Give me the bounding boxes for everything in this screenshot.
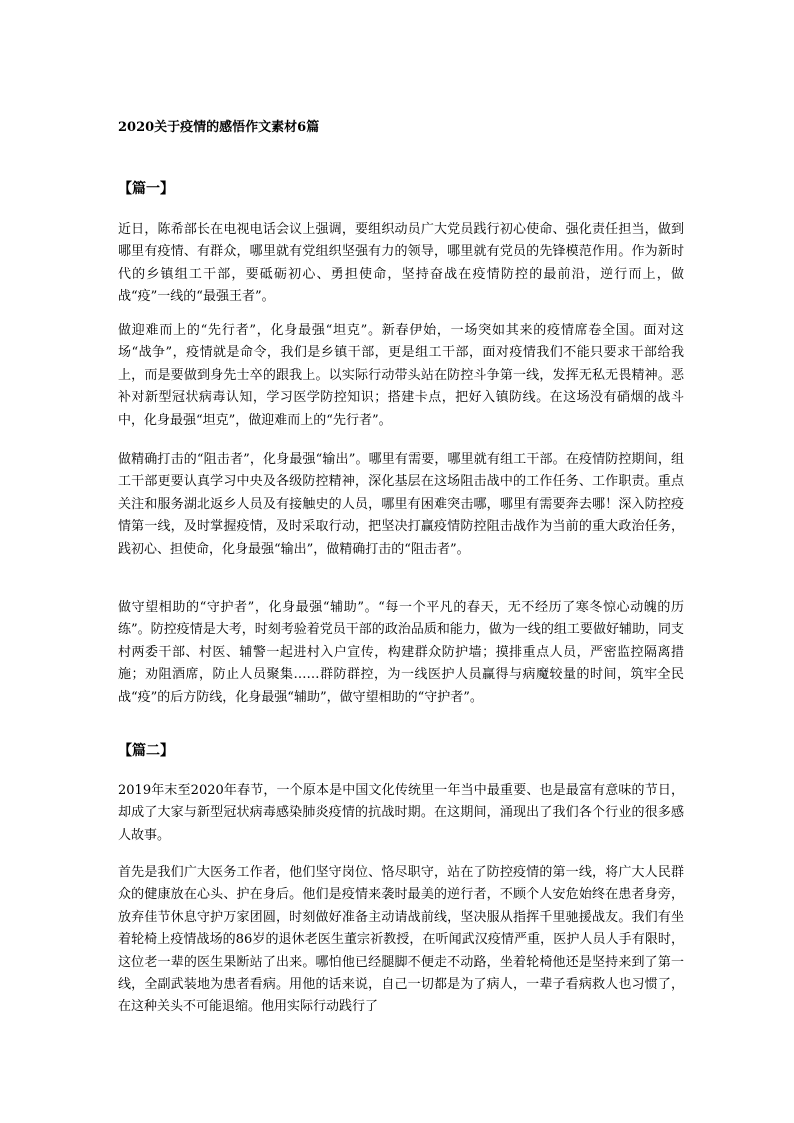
paragraph: 首先是我们广大医务工作者，他们坚守岗位、恪尽职守，站在了防控疫情的第一线，将广大人民群众的健康放在心头、护在身后。他们是疫情来袭时最美的逆行者，不顾个人安危始终在患者身旁，放弃佳节休息守护万家团圆，时刻做好准备主动请战前线，坚决服从指挥千里驰援战友。我们有坐着轮椅上疫情战场的86岁的退休老医生董宗祈教授，在听闻武汉疫情严重，医护人员人手有限时，这位老一辈的医生果断站了出来。哪怕他已经腿脚不便走不动路，坐着轮椅他还是坚持来到了第一线，全副武装地为患者看病。用他的话来说，自己一切都是为了病人，一辈子看病救人也习惯了，在这种关头不可能退缩。他用实际行动践行了 [118,865,684,1015]
paragraph: 做守望相助的“守护者”，化身最强“辅助”。“每一个平凡的春天，无不经历了寒冬惊心动魄的历练”。防控疫情是大考，时刻考验着党员干部的政治品质和能力，做为一线的组工要做好辅助，同支村两委干部、村医、辅警一起进村入户宣传，构建群众防护墙；摸排重点人员，严密监控隔离措施；劝阻酒席，防止人员聚集……群防群控，为一线医护人员赢得与病魔较量的时间，筑牢全民战“疫”的后方防线，化身最强“辅助”，做守望相助的“守护者”。 [118,600,684,705]
section-heading-1: 【篇一】 [118,181,174,197]
document-title: 2020关于疫情的感悟作文素材6篇 [118,120,320,135]
section-heading-2: 【篇二】 [118,743,174,759]
paragraph: 做迎难而上的“先行者”，化身最强“坦克”。新春伊始，一场突如其来的疫情席卷全国。面对这场“战争”，疫情就是命令，我们是乡镇干部，更是组工干部，面对疫情我们不能只要求干部给我上，而是要做到身先士卒的跟我上。以实际行动带头站在防控斗争第一线，发挥无私无畏精神。恶补对新型冠状病毒认知，学习医学防控知识；搭建卡点，把好入镇防线。在这场没有硝烟的战斗中，化身最强“坦克”，做迎难而上的“先行者”。 [118,323,684,428]
paragraph: 2019年末至2020年春节，一个原本是中国文化传统里一年当中最重要、也是最富有意味的节日，却成了大家与新型冠状病毒感染肺炎疫情的抗战时期。在这期间，涌现出了我们各个行业的很多感人故事。 [118,783,684,843]
paragraph: 做精确打击的“阻击者”，化身最强“输出”。哪里有需要，哪里就有组工干部。在疫情防控期间，组工干部更要认真学习中央及各级防控精神，深化基层在这场阻击战中的工作任务、工作职责。重点关注和服务湖北返乡人员及有接触史的人员，哪里有困难突击哪，哪里有需要奔去哪！深入防控疫情第一线，及时掌握疫情，及时采取行动，把坚决打赢疫情防控阻击战作为当前的重大政治任务，践初心、担使命，化身最强“输出”，做精确打击的“阻击者”。 [118,452,684,557]
document-page [118,0,684,1123]
paragraph: 近日，陈希部长在电视电话会议上强调，要组织动员广大党员践行初心使命、强化责任担当，做到哪里有疫情、有群众，哪里就有党组织坚强有力的领导，哪里就有党员的先锋模范作用。作为新时代的乡镇组工干部，要砥砺初心、勇担使命，坚持奋战在疫情防控的最前沿，逆行而上，做战“疫”一线的“最强王者”。 [118,222,684,305]
